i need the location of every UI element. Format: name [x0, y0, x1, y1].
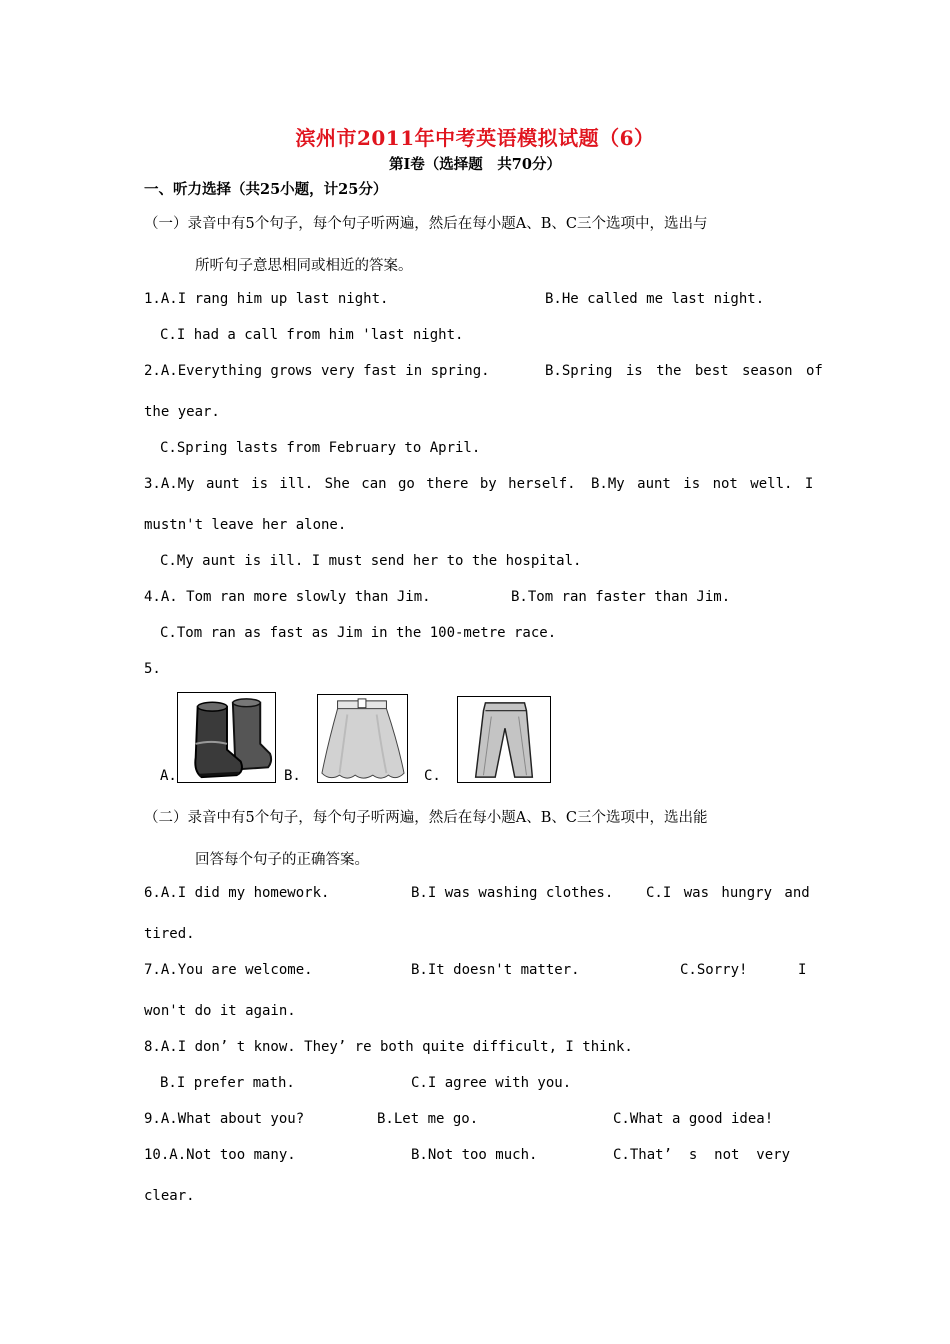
- q10-option-b: B.Not too much.: [411, 1147, 538, 1163]
- q5-label-c: C.: [424, 768, 441, 784]
- q4-option-c: C.Tom ran as fast as Jim in the 100-metre race.: [160, 625, 557, 641]
- q2-option-b: B.Spring is the best season of: [545, 363, 823, 379]
- q10-option-c: C.That’ s not very: [613, 1147, 791, 1163]
- q3-option-b: B.My aunt is not well. I: [591, 476, 814, 492]
- q8-option-c: C.I agree with you.: [411, 1075, 572, 1091]
- q9-option-c: C.What a good idea!: [613, 1111, 774, 1127]
- q7-option-c: C.Sorry!: [680, 962, 748, 978]
- q2-option-a: 2.A.Everything grows very fast in spring.: [144, 363, 490, 379]
- part2-instruction-line2: 回答每个句子的正确答案。: [195, 852, 369, 868]
- q8-option-b: B.I prefer math.: [160, 1075, 295, 1091]
- q5-label-a: A.: [160, 768, 177, 784]
- exam-title: 滨州市2011年中考英语模拟试题（6）: [295, 126, 655, 150]
- q3-option-a: 3.A.My aunt is ill. She can go there by herself.: [144, 476, 576, 492]
- part1-instruction-line1: （一）录音中有5个句子，每个句子听两遍，然后在每小题A、B、C三个选项中，选出与: [144, 216, 708, 232]
- q9-option-a: 9.A.What about you?: [144, 1111, 305, 1127]
- q7-option-b: B.It doesn't matter.: [411, 962, 580, 978]
- q2-option-c: C.Spring lasts from February to April.: [160, 440, 481, 456]
- q7-option-c-tail: I: [798, 962, 807, 978]
- q1-option-b: B.He called me last night.: [545, 291, 765, 307]
- q6-option-c: C.I was hungry and: [646, 885, 810, 901]
- q4-option-a: 4.A. Tom ran more slowly than Jim.: [144, 589, 431, 605]
- q1-option-a: 1.A.I rang him up last night.: [144, 291, 389, 307]
- boots-icon: [177, 692, 276, 783]
- q3-option-b-continued: mustn't leave her alone.: [144, 517, 347, 533]
- trousers-icon: [457, 696, 551, 783]
- q5-number: 5.: [144, 661, 161, 677]
- q9-option-b: B.Let me go.: [377, 1111, 479, 1127]
- q6-option-c-continued: tired.: [144, 926, 195, 942]
- q4-option-b: B.Tom ran faster than Jim.: [511, 589, 731, 605]
- q3-option-c: C.My aunt is ill. I must send her to the hospital.: [160, 553, 582, 569]
- q7-option-a: 7.A.You are welcome.: [144, 962, 313, 978]
- part2-instruction-line1: （二）录音中有5个句子，每个句子听两遍，然后在每小题A、B、C三个选项中，选出能: [144, 810, 708, 826]
- q8-option-a: 8.A.I don’ t know. They’ re both quite difficult, I think.: [144, 1039, 633, 1055]
- q10-option-a: 10.A.Not too many.: [144, 1147, 296, 1163]
- q2-option-b-continued: the year.: [144, 404, 220, 420]
- skirt-icon: [317, 694, 408, 783]
- q6-option-b: B.I was washing clothes.: [411, 885, 614, 901]
- q5-label-b: B.: [284, 768, 301, 784]
- paper-subtitle: 第Ⅰ卷（选择题 共70分）: [389, 156, 561, 173]
- q7-option-c-continued: won't do it again.: [144, 1003, 296, 1019]
- q1-option-c: C.I had a call from him 'last night.: [160, 327, 464, 343]
- q10-option-c-continued: clear.: [144, 1188, 195, 1204]
- section-heading: 一、听力选择（共25小题，计25分）: [144, 181, 388, 198]
- q6-option-a: 6.A.I did my homework.: [144, 885, 330, 901]
- part1-instruction-line2: 所听句子意思相同或相近的答案。: [195, 258, 413, 274]
